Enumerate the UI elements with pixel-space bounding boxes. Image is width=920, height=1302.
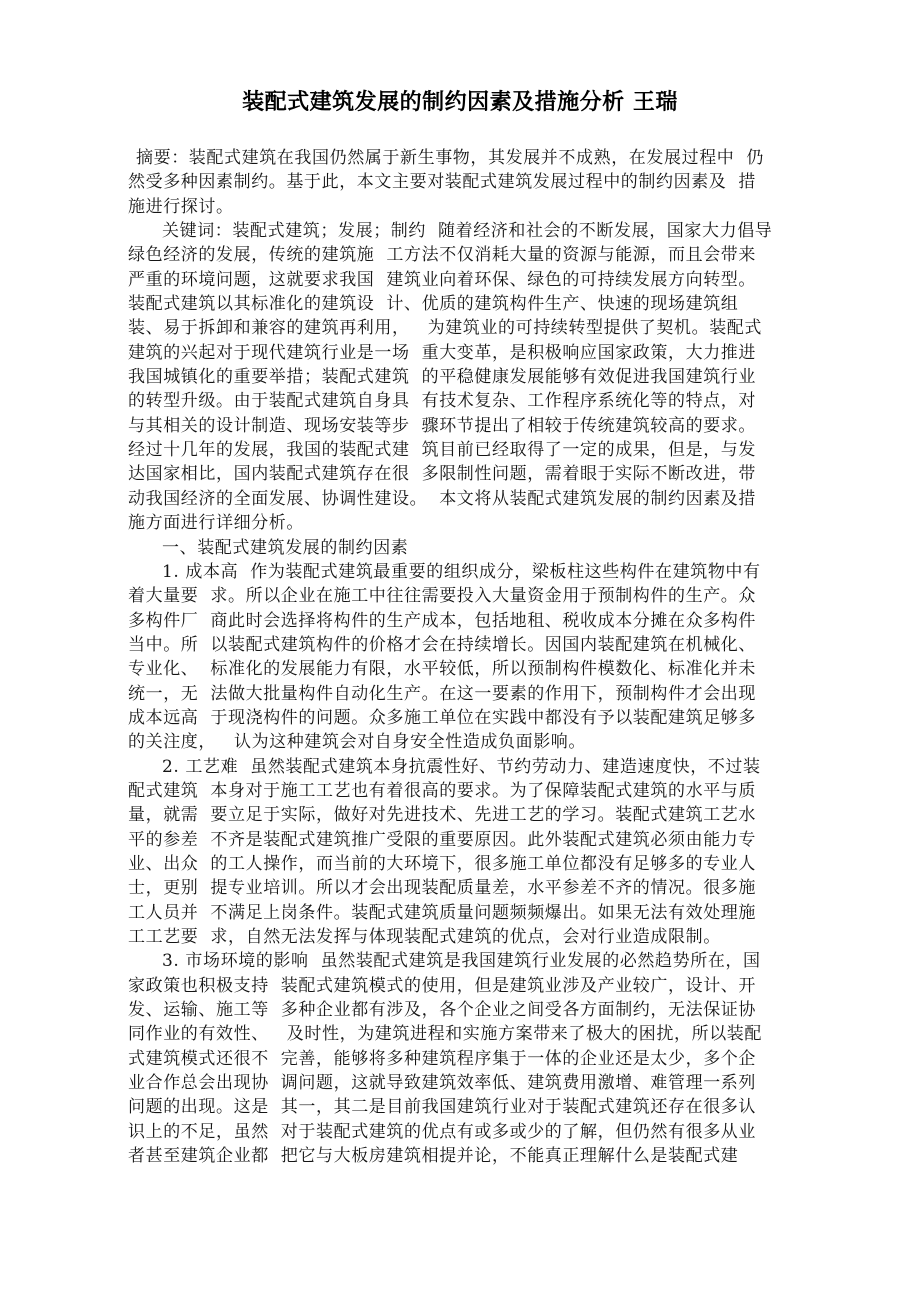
text-line: 平的参差 不齐是装配式建筑推广受限的重要原因。此外装配式建筑必须由能力专 — [128, 829, 757, 850]
text-line: 1. 成本高 作为装配式建筑最重要的组织成分，梁板柱这些构件在建筑物中有 — [162, 561, 761, 582]
text-line: 统一，无 法做大批量构件自动化生产。在这一要素的作用下，预制构件才会出现 — [128, 683, 757, 704]
text-line: 式建筑模式还很不 完善，能够将多种建筑程序集于一体的企业还是太少，多个企 — [128, 1048, 757, 1069]
text-line: 的关注度， 认为这种建筑会对自身安全性造成负面影响。 — [128, 732, 587, 753]
text-line: 量，就需 要立足于实际，做好对先进技术、先进工艺的学习。装配式建筑工艺水 — [128, 805, 757, 826]
text-line: 施进行探讨。 — [128, 196, 234, 217]
text-line: 着大量要 求。所以企业在施工中往往需要投入大量资金用于预制构件的生产。众 — [128, 586, 757, 607]
text-line: 者甚至建筑企业都 把它与大板房建筑相提并论，不能真正理解什么是装配式建 — [128, 1146, 739, 1167]
text-line: 业合作总会出现协 调问题，这就导致建筑效率低、建筑费用激增、难管理一系列 — [128, 1073, 757, 1094]
text-line: 施方面进行详细分析。 — [128, 513, 304, 534]
text-line: 配式建筑 本身对于施工工艺也有着很高的要求。为了保障装配式建筑的水平与质 — [128, 780, 757, 801]
text-line: 当中。所 以装配式建筑构件的价格才会在持续增长。因国内装配建筑在机械化、 — [128, 634, 757, 655]
text-line: 家政策也积极支持 装配式建筑模式的使用，但是建筑业涉及产业较广，设计、开 — [128, 975, 757, 996]
text-line: 多构件厂 商此时会选择将构件的生产成本，包括地租、税收成本分摊在众多构件 — [128, 610, 757, 631]
document-body — [128, 146, 808, 1168]
text-line: 一、装配式建筑发展的制约因素 — [162, 537, 409, 558]
text-line: 发、运输、施工等 多种企业都有涉及，各个企业之间受各方面制约，无法保证协 — [128, 1000, 757, 1021]
text-line: 装、易于拆卸和兼容的建筑再利用， 为建筑业的可持续转型提供了契机。装配式 — [128, 318, 763, 339]
text-line: 专业化、 标准化的发展能力有限，水平较低，所以预制构件模数化、标准化并未 — [128, 659, 757, 680]
text-line: 工工艺要 求，自然无法发挥与体现装配式建筑的优点，会对行业造成限制。 — [128, 927, 721, 947]
text-line: 与其相关的设计制造、现场安装等步 骤环节提出了相较于传统建筑较高的要求。 — [128, 415, 757, 436]
text-line: 建筑的兴起对于现代建筑行业是一场 重大变革，是积极响应国家政策，大力推进 — [128, 342, 757, 363]
text-line: 绿色经济的发展，传统的建筑施 工方法不仅消耗大量的资源与能源，而且会带来 — [128, 245, 757, 266]
text-line: 识上的不足，虽然 对于装配式建筑的优点有或多或少的了解，但仍然有很多从业 — [128, 1121, 757, 1142]
text-line: 关键词：装配式建筑；发展；制约 随着经济和社会的不断发展，国家大力倡导 — [162, 221, 773, 242]
text-line: 严重的环境问题，这就要求我国 建筑业向着环保、绿色的可持续发展方向转型。 — [128, 269, 757, 290]
text-line: 达国家相比，国内装配式建筑存在很 多限制性问题，需着眼于实际不断改进，带 — [128, 464, 757, 485]
text-line: 的转型升级。由于装配式建筑自身具 有技术复杂、工作程序系统化等的特点，对 — [128, 391, 757, 412]
text-line: 我国城镇化的重要举措；装配式建筑 的平稳健康发展能够有效促进我国建筑行业 — [128, 367, 757, 388]
document-title: 装配式建筑发展的制约因素及措施分析 王瑞 — [242, 90, 678, 115]
text-line: 3. 市场环境的影响 虽然装配式建筑是我国建筑行业发展的必然趋势所在，国 — [162, 951, 761, 972]
text-line: 2. 工艺难 虽然装配式建筑本身抗震性好、节约劳动力、建造速度快，不过装 — [162, 756, 761, 777]
text-line: 业、出众 的工人操作，而当前的大环境下，很多施工单位都没有足够多的专业人 — [128, 853, 757, 874]
text-line: 经过十几年的发展，我国的装配式建 筑目前已经取得了一定的成果，但是，与发 — [128, 440, 757, 461]
text-line: 摘要：装配式建筑在我国仍然属于新生事物，其发展并不成熟，在发展过程中 仍 — [136, 148, 765, 168]
text-line: 成本远高 于现浇构件的问题。众多施工单位在实践中都没有予以装配建筑足够多 — [128, 707, 757, 728]
text-line: 士，更别 提专业培训。所以才会出现装配质量差，水平参差不齐的情况。很多施 — [128, 878, 757, 899]
text-line: 同作业的有效性、 及时性，为建筑进程和实施方案带来了极大的困扰，所以装配 — [128, 1024, 763, 1045]
text-line: 然受多种因素制约。基于此，本文主要对装配式建筑发展过程中的制约因素及 措 — [128, 172, 757, 193]
text-line: 工人员并 不满足上岗条件。装配式建筑质量问题频频爆出。如果无法有效处理施 — [128, 902, 757, 923]
text-line: 问题的出现。这是 其一，其二是目前我国建筑行业对于装配式建筑还存在很多认 — [128, 1097, 757, 1118]
text-line: 动我国经济的全面发展、协调性建设。 本文将从装配式建筑发展的制约因素及措 — [128, 488, 757, 509]
text-line: 装配式建筑以其标准化的建筑设 计、优质的建筑构件生产、快速的现场建筑组 — [128, 294, 739, 315]
